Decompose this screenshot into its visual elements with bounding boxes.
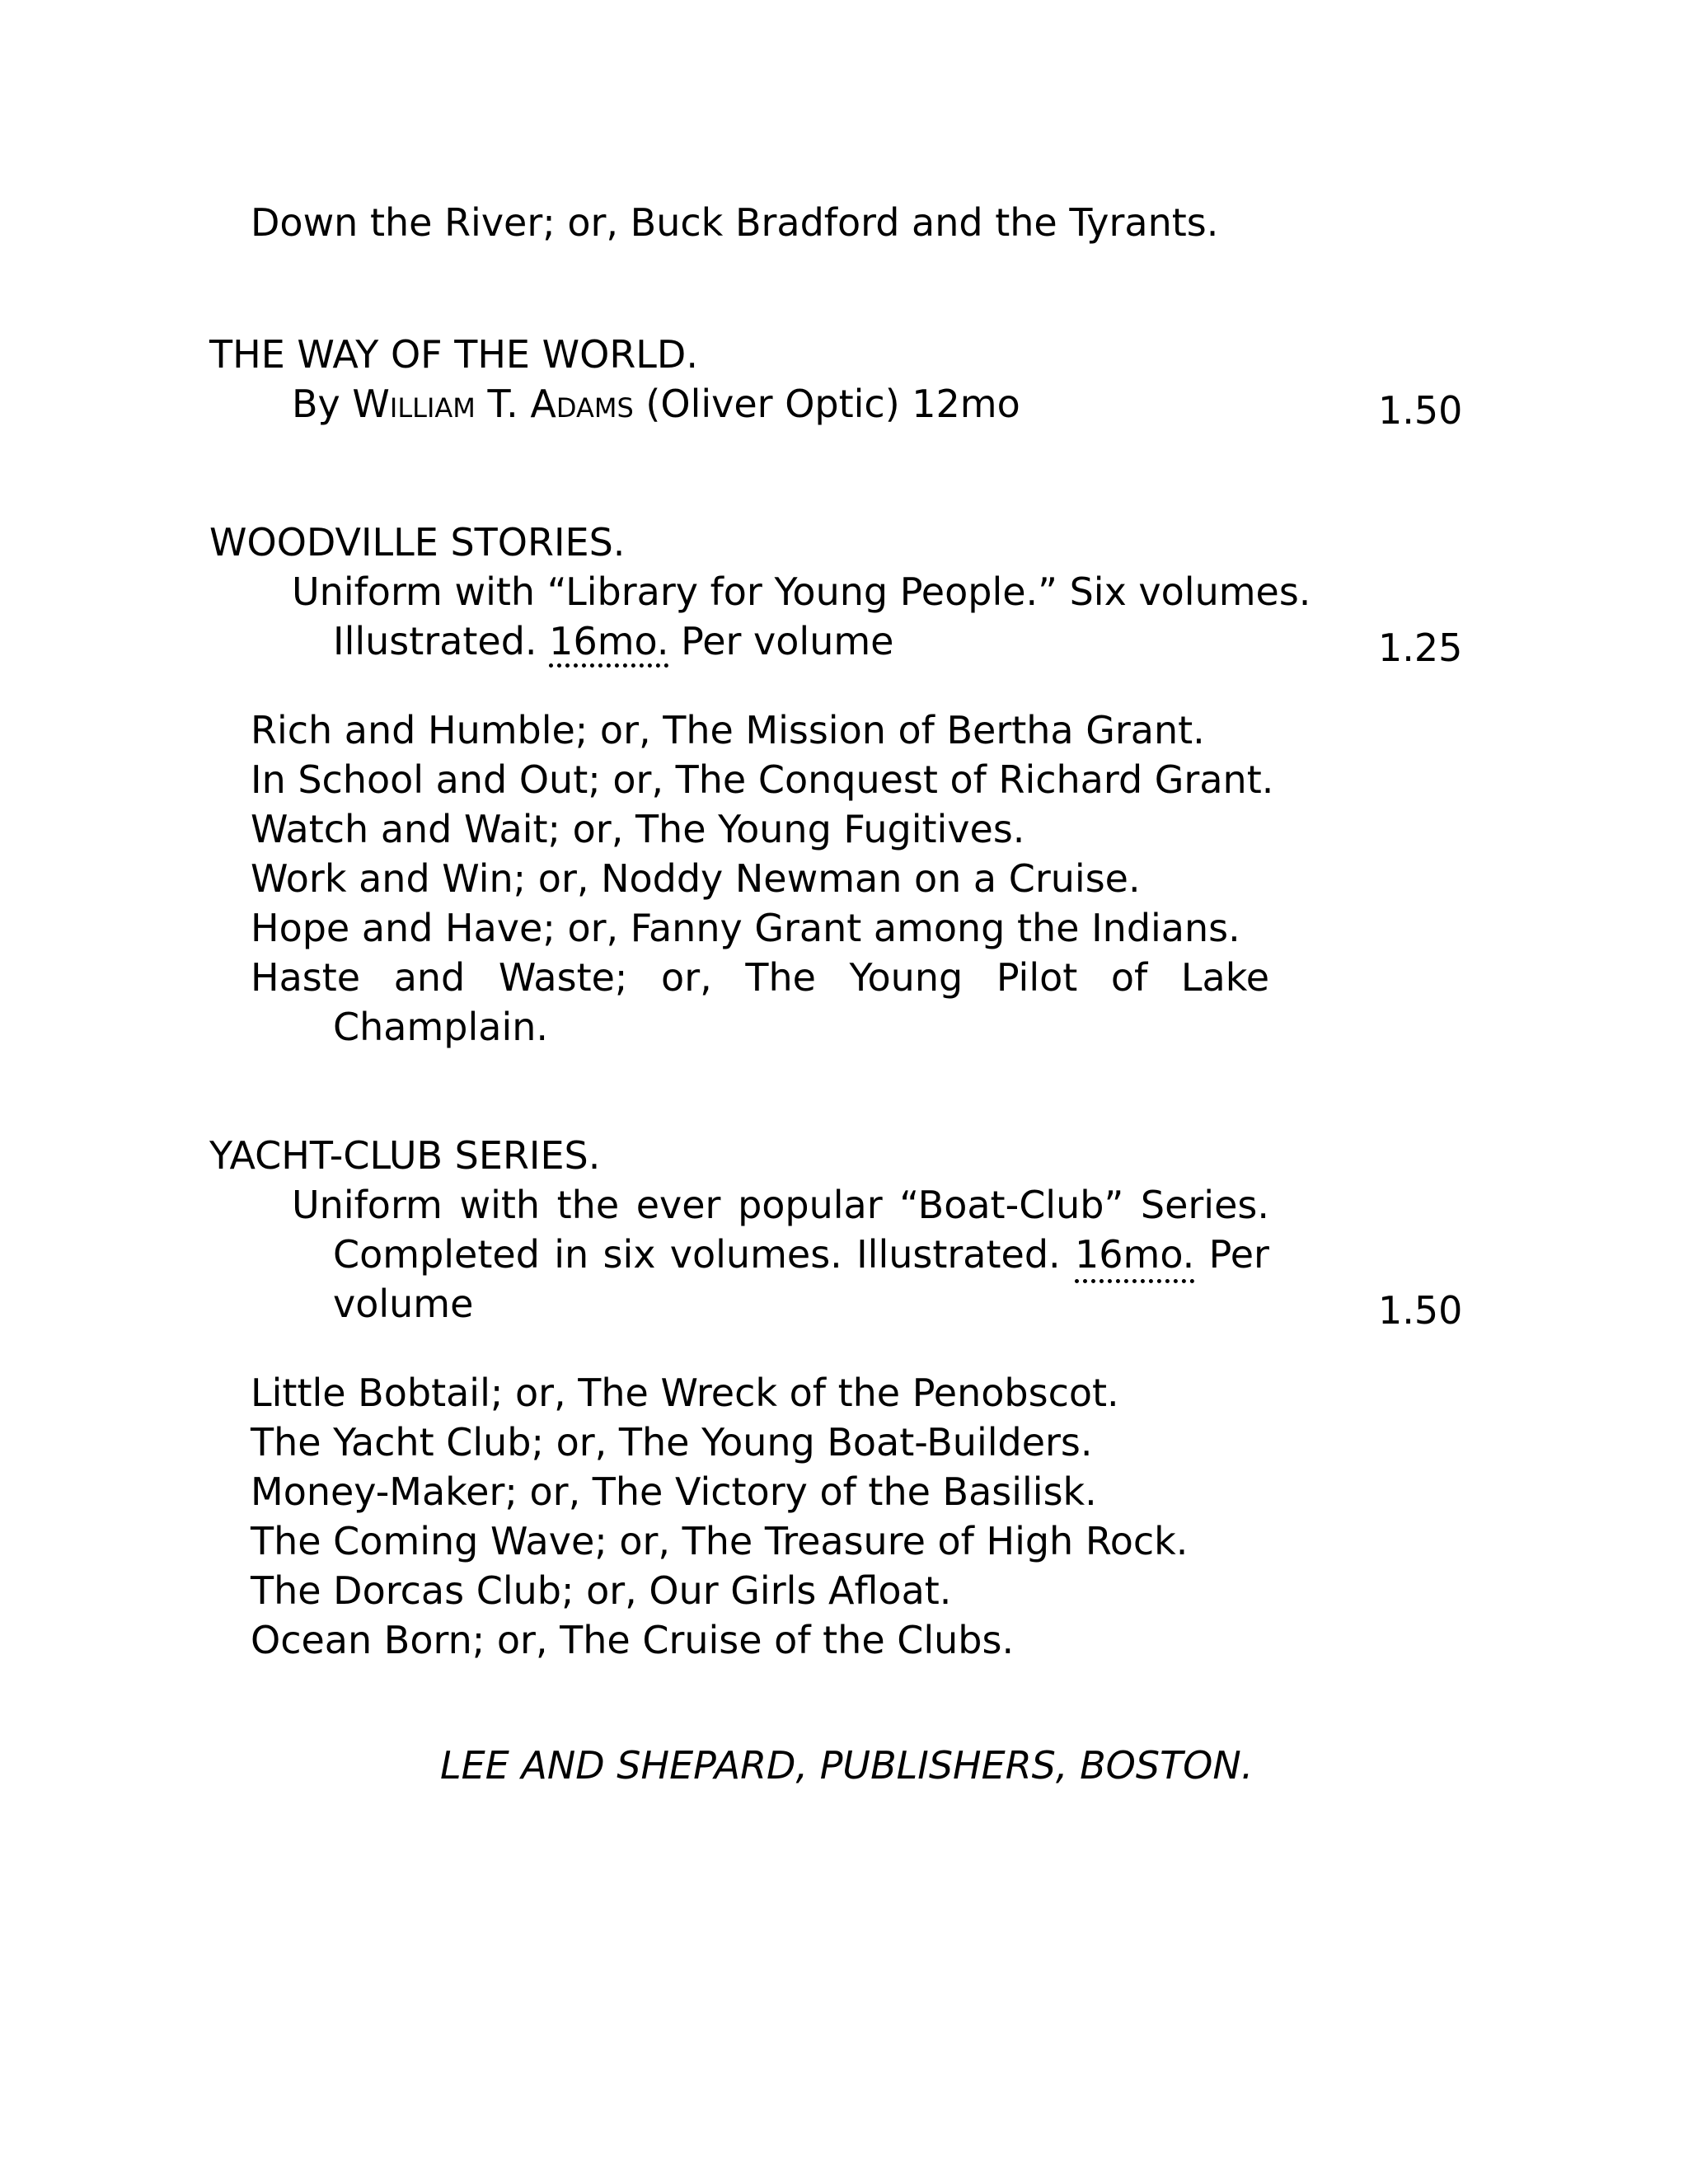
word: Series. — [1140, 1183, 1269, 1227]
book-title: Little Bobtail; or, The Wreck of the Penobscot. — [251, 1371, 1119, 1415]
woodville-description-line2 — [333, 616, 893, 666]
format-abbreviation: 16mo. — [1075, 1230, 1194, 1283]
book-title-justified — [251, 953, 1269, 1002]
word: Young — [849, 955, 964, 1000]
word: ever — [635, 1183, 721, 1227]
way-of-world-byline — [292, 379, 1020, 429]
book-title: Watch and Wait; or, The Young Fugitives. — [251, 807, 1025, 851]
word: in — [554, 1232, 589, 1277]
word: of — [1110, 955, 1148, 1000]
book-title: Hope and Have; or, Fanny Grant among the Indians. — [251, 906, 1240, 950]
woodville-description-line1: Uniform with “Library for Young People.” Six volumes. — [292, 569, 1311, 614]
word: Illustrated. — [856, 1232, 1061, 1277]
yacht-description-line1 — [292, 1180, 1269, 1230]
word: or, — [661, 955, 712, 1000]
book-title: Money-Maker; or, The Victory of the Basilisk. — [251, 1469, 1097, 1514]
book-title: In School and Out; or, The Conquest of Richard Grant. — [251, 757, 1274, 802]
publisher-footer: LEE AND SHEPARD, PUBLISHERS, BOSTON. — [440, 1743, 1254, 1788]
book-title: The Coming Wave; or, The Treasure of High Rock. — [251, 1519, 1189, 1563]
word: The — [745, 955, 816, 1000]
word: Uniform — [292, 1183, 443, 1227]
book-title: Ocean Born; or, The Cruise of the Clubs. — [251, 1618, 1015, 1662]
word: “Boat-Club” — [899, 1183, 1124, 1227]
word: volumes. — [669, 1232, 842, 1277]
word: Pilot — [996, 955, 1078, 1000]
byline-by: By — [292, 382, 340, 426]
woodville-heading: WOODVILLE STORIES. — [209, 520, 626, 565]
word: with — [459, 1183, 541, 1227]
yacht-description-line3: volume — [333, 1282, 474, 1326]
book-title: The Yacht Club; or, The Young Boat-Builders. — [251, 1420, 1093, 1465]
yacht-price: 1.50 — [1378, 1288, 1463, 1333]
word: six — [603, 1232, 656, 1277]
way-of-world-heading: THE WAY OF THE WORLD. — [209, 332, 698, 377]
intro-book-title: Down the River; or, Buck Bradford and the Tyrants. — [251, 200, 1219, 245]
format-abbreviation: 16mo. — [549, 619, 668, 668]
word: Completed — [333, 1232, 540, 1277]
author-name: William T. Adams — [352, 382, 634, 426]
yacht-club-heading: YACHT-CLUB SERIES. — [209, 1133, 601, 1178]
desc-illustrated: Illustrated. — [333, 619, 537, 663]
yacht-description-line2 — [333, 1230, 1269, 1283]
word: Lake — [1180, 955, 1269, 1000]
woodville-price: 1.25 — [1378, 626, 1463, 670]
word: Per — [1208, 1232, 1269, 1277]
desc-per-volume: Per volume — [681, 619, 894, 663]
book-title: The Dorcas Club; or, Our Girls Afloat. — [251, 1568, 952, 1613]
word: Haste — [251, 955, 361, 1000]
byline-rest: (Oliver Optic) 12mo — [645, 382, 1020, 426]
way-of-world-price: 1.50 — [1378, 388, 1463, 433]
word: the — [556, 1183, 620, 1227]
word: popular — [738, 1183, 883, 1227]
book-title: Work and Win; or, Noddy Newman on a Cruise. — [251, 856, 1141, 901]
book-title: Rich and Humble; or, The Mission of Bertha Grant. — [251, 708, 1205, 752]
word: Waste; — [498, 955, 628, 1000]
book-title-continuation: Champlain. — [333, 1005, 548, 1049]
word: and — [393, 955, 466, 1000]
